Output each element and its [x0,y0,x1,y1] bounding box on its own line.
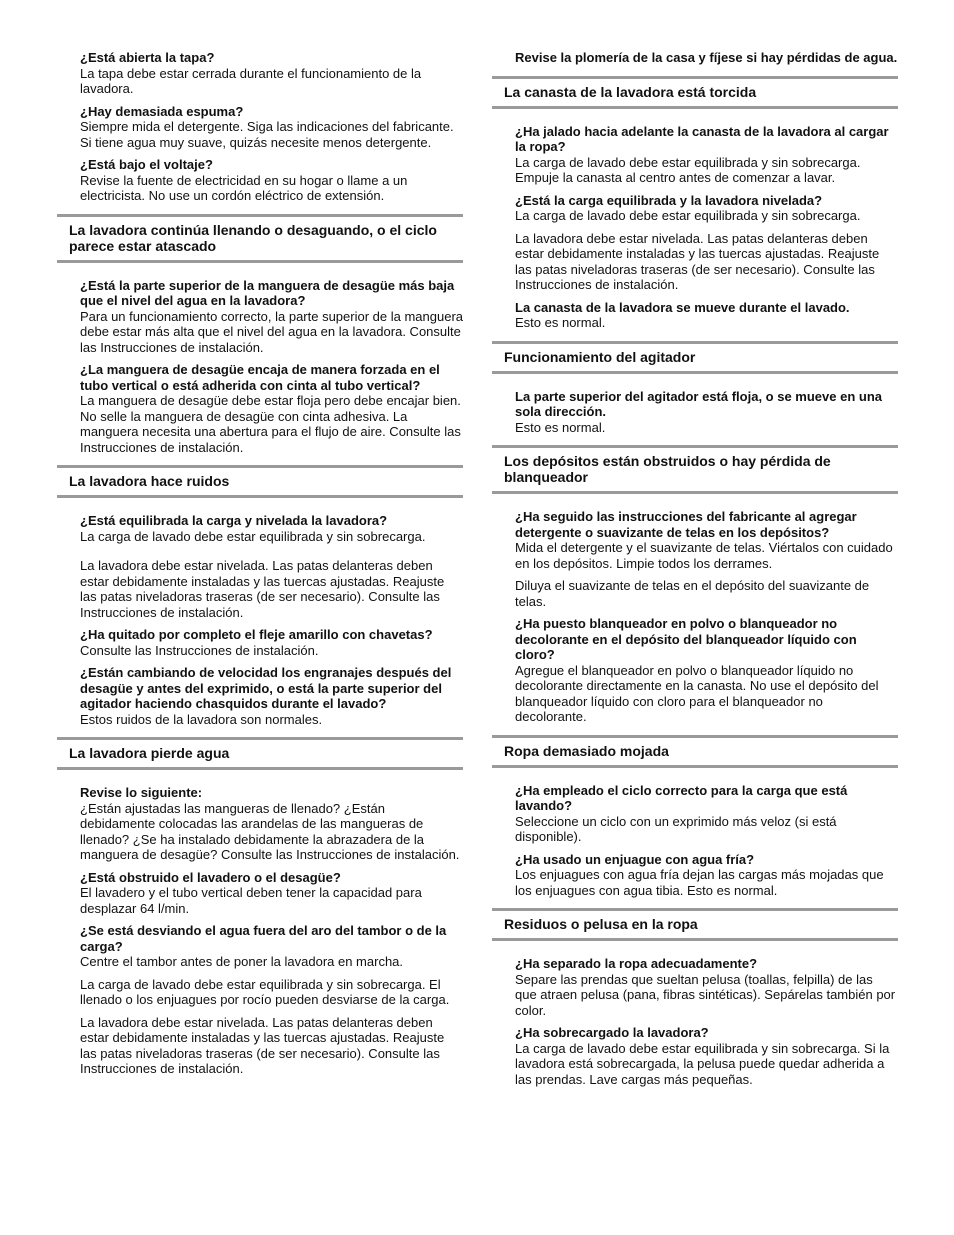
troubleshooting-item [492,616,898,725]
section-heading: Ropa demasiado mojada [492,735,898,768]
question-text: ¿Está bajo el voltaje? [80,157,213,172]
answer-text: La lavadora debe estar nivelada. Las patas delanteras deben estar debidamente instaladas y las tuercas ajustadas. Reajuste las patas niveladoras traseras (de ser necesario). Consulte las Instrucciones de instalación. [515,230,880,292]
troubleshooting-item [57,665,463,727]
troubleshooting-item [492,509,898,571]
question-text: ¿Está la carga equilibrada y la lavadora nivelada? [515,192,823,208]
troubleshooting-item [57,513,463,551]
answer-text: Seleccione un ciclo con un exprimido más veloz (si está disponible). [515,813,837,844]
troubleshooting-item [492,578,898,609]
troubleshooting-item [492,783,898,845]
left-column [57,50,463,1084]
answer-text: Separe las prendas que sueltan pelusa (toallas, felpilla) de las que atraen pelusa (pana, fibras sintéticas). Sepárelas también por color. [515,971,896,1018]
troubleshooting-item [492,852,898,899]
answer-text: La tapa debe estar cerrada durante el funcionamiento de la lavadora. [80,65,422,96]
troubleshooting-item [492,389,898,436]
troubleshooting-item [492,50,898,66]
question-text: ¿Está abierta la tapa? [80,50,215,65]
troubleshooting-item [57,157,463,204]
troubleshooting-item [492,124,898,186]
section-heading: Funcionamiento del agitador [492,341,898,374]
answer-text: El lavadero y el tubo vertical deben tener la capacidad para desplazar 64 l/min. [80,885,422,916]
answer-text: Revise la fuente de electricidad en su hogar o llame a un electricista. No use un cordón eléctrico de extensión. [80,172,408,203]
answer-text: Mida el detergente y el suavizante de telas. Viértalos con cuidado en los depósitos. Limpie todos los derrames. [515,540,893,571]
troubleshooting-item [492,193,898,224]
troubleshooting-item [57,362,463,455]
question-text: La canasta de la lavadora se mueve durante el lavado. [515,299,850,315]
answer-text: Para un funcionamiento correcto, la parte superior de la manguera debe estar más alta que el nivel del agua en la lavadora. Consulte las Instrucciones de instalación. [80,308,463,355]
section-heading: La lavadora continúa llenando o desaguando, o el ciclo parece estar atascado [57,214,463,263]
answer-text: Esto es normal. [515,419,606,435]
troubleshooting-item [57,1015,463,1077]
answer-text: Centre el tambor antes de poner la lavadora en marcha. [80,954,404,969]
troubleshooting-item [492,300,898,331]
question-text: ¿Están cambiando de velocidad los engranajes después del desagüe y antes del exprimido, o está la parte superior del agitador haciendo chasquidos durante el lavado? [80,665,452,711]
question-text: ¿Está equilibrada la carga y nivelada la lavadora? [80,513,388,528]
troubleshooting-item [492,1025,898,1087]
question-text: Revise lo siguiente: [80,785,203,800]
troubleshooting-item [57,785,463,863]
right-column [492,50,898,1094]
section-heading: Los depósitos están obstruidos o hay pérdida de blanqueador [492,445,898,494]
troubleshooting-item [492,956,898,1018]
answer-text: Diluya el suavizante de telas en el depósito del suavizante de telas. [515,578,870,609]
troubleshooting-item [57,923,463,970]
answer-text: La lavadora debe estar nivelada. Las patas delanteras deben estar debidamente instaladas y las tuercas ajustadas. Reajuste las patas niveladoras traseras (de ser necesario). Consulte las Instrucciones de instalación. [80,1014,445,1076]
troubleshooting-item [57,870,463,917]
troubleshooting-item [57,104,463,151]
section-heading: La lavadora hace ruidos [57,465,463,498]
question-text: ¿Ha usado un enjuague con agua fría? [515,851,755,867]
question-text: ¿La manguera de desagüe encaja de manera forzada en el tubo vertical o está adherida con cinta al tubo vertical? [80,362,440,393]
question-text: ¿Ha empleado el ciclo correcto para la carga que está lavando? [515,782,848,813]
question-text: ¿Ha seguido las instrucciones del fabricante al agregar detergente o suavizante de telas en los depósitos? [515,509,857,540]
section-heading: La canasta de la lavadora está torcida [492,76,898,109]
answer-text: La carga de lavado debe estar equilibrada y sin sobrecarga. [515,208,861,223]
answer-text: La carga de lavado debe estar equilibrada y sin sobrecarga. Si la lavadora está sobrecargada, la pelusa puede quedar adherida a las prendas. Lave cargas más pequeñas. [515,1040,890,1087]
troubleshooting-item [57,558,463,620]
answer-text: Los enjuagues con agua fría dejan las cargas más mojadas que los enjuagues con agua tibia. Esto es normal. [515,867,884,898]
question-text: ¿Hay demasiada espuma? [80,103,244,119]
question-text: ¿Ha sobrecargado la lavadora? [515,1025,709,1040]
troubleshooting-item [57,977,463,1008]
answer-text: La carga de lavado debe estar equilibrada y sin sobrecarga. [80,528,426,544]
answer-text: La carga de lavado debe estar equilibrada y sin sobrecarga. Empuje la canasta al centro antes de comenzar a lavar. [515,154,861,185]
question-text: Revise la plomería de la casa y fíjese si hay pérdidas de agua. [515,50,898,65]
question-text: La parte superior del agitador está floja, o se mueve en una sola dirección. [515,388,882,419]
troubleshooting-item [57,278,463,356]
answer-text: Agregue el blanqueador en polvo o blanqueador líquido no decolorante directamente en la canasta. No use el depósito del blanqueador líquido con cloro para el blanqueador no decolorante. [515,662,879,724]
answer-text: Esto es normal. [515,315,606,330]
answer-text: La carga de lavado debe estar equilibrada y sin sobrecarga. El llenado o los enjuagues por rocío pueden desviarse de la carga. [80,976,450,1007]
troubleshooting-item [57,50,463,97]
answer-text: La lavadora debe estar nivelada. Las patas delanteras deben estar debidamente instaladas y las tuercas ajustadas. Reajuste las patas niveladoras traseras (de ser necesario). Consulte las Instrucciones de instalación. [80,558,445,620]
answer-text: Estos ruidos de la lavadora son normales. [80,711,323,727]
question-text: ¿Ha quitado por completo el fleje amarillo con chavetas? [80,627,433,642]
question-text: ¿Está la parte superior de la manguera de desagüe más baja que el nivel del agua en la lavadora? [80,277,455,308]
answer-text: ¿Están ajustadas las mangueras de llenado? ¿Están debidamente colocadas las arandelas de las mangueras de llenado? ¿Se ha instalado debidamente la abrazadera de la manguera de desagüe? Consulte las Instrucciones de instalación. [80,800,460,862]
answer-text: Siempre mida el detergente. Siga las indicaciones del fabricante. Si tiene agua muy suave, quizás necesite menos detergente. [80,119,454,150]
section-heading: Residuos o pelusa en la ropa [492,908,898,941]
question-text: ¿Ha puesto blanqueador en polvo o blanqueador no decolorante en el depósito del blanqueador líquido con cloro? [515,616,857,662]
question-text: ¿Ha separado la ropa adecuadamente? [515,956,758,971]
troubleshooting-item [492,231,898,293]
question-text: ¿Se está desviando el agua fuera del aro del tambor o de la carga? [80,923,447,954]
section-heading: La lavadora pierde agua [57,737,463,770]
answer-text: Consulte las Instrucciones de instalación. [80,642,319,658]
question-text: ¿Ha jalado hacia adelante la canasta de la lavadora al cargar la ropa? [515,123,889,154]
troubleshooting-item [57,627,463,658]
question-text: ¿Está obstruido el lavadero o el desagüe? [80,869,341,885]
answer-text: La manguera de desagüe debe estar floja pero debe encajar bien. No selle la manguera de desagüe con cinta adhesiva. La manguera necesita una abertura para el flujo de aire. Consulte las Instrucciones de instalación. [80,393,461,455]
